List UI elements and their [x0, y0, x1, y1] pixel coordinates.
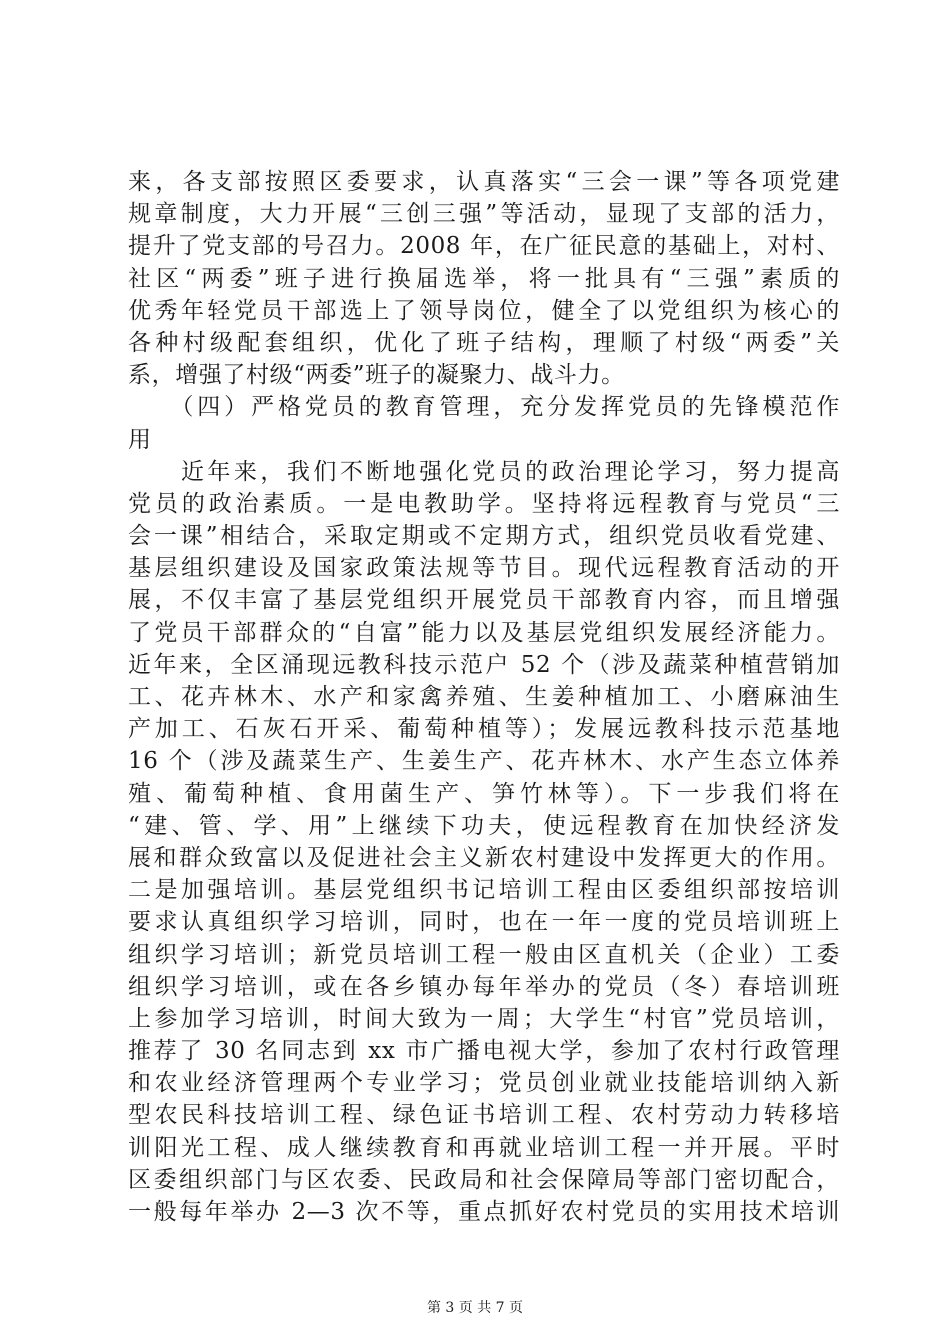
text-line: 和农业经济管理两个专业学习；党员创业就业技能培训纳入新 — [128, 1070, 840, 1097]
text-line: 区委组织部门与区农委、民政局和社会保障局等部门密切配合， — [128, 1166, 840, 1193]
text-line: 训阳光工程、成人继续教育和再就业培训工程一并开展。平时 — [128, 1134, 840, 1161]
text-line: 组织学习培训，或在各乡镇办每年举办的党员（冬）春培训班 — [128, 973, 840, 1000]
text-line: 基层组织建设及国家政策法规等节目。现代远程教育活动的开 — [128, 555, 840, 582]
text-line: 上参加学习培训，时间大致为一周；大学生“村官”党员培训， — [128, 1005, 840, 1032]
text-line: “建、管、学、用”上继续下功夫，使远程教育在加快经济发 — [128, 812, 840, 839]
text-line: 党员的政治素质。一是电教助学。坚持将远程教育与党员“三 — [128, 490, 840, 517]
text-line: 型农民科技培训工程、绿色证书培训工程、农村劳动力转移培 — [128, 1102, 840, 1129]
text-line: 殖、葡萄种植、食用菌生产、笋竹林等）。下一步我们将在 — [128, 780, 840, 807]
text-line: 近年来，我们不断地强化党员的政治理论学习，努力提高 — [128, 458, 840, 485]
text-line: 推荐了 30 名同志到 xx 市广播电视大学，参加了农村行政管理 — [128, 1038, 840, 1065]
text-line: 展和群众致富以及促进社会主义新农村建设中发挥更大的作用。 — [128, 844, 840, 871]
text-line: 16 个（涉及蔬菜生产、生姜生产、花卉林木、水产生态立体养 — [128, 748, 840, 775]
text-line: 要求认真组织学习培训，同时，也在一年一度的党员培训班上 — [128, 909, 840, 936]
text-line: 来，各支部按照区委要求，认真落实“三会一课”等各项党建 — [128, 169, 840, 195]
document-body — [128, 166, 840, 1228]
text-line: 组织学习培训；新党员培训工程一般由区直机关（企业）工委 — [128, 941, 840, 968]
text-line: 近年来，全区涌现远教科技示范户 52 个（涉及蔬菜种植营销加 — [128, 651, 840, 678]
text-line: 一般每年举办 2—3 次不等，重点抓好农村党员的实用技术培训 — [128, 1199, 840, 1225]
text-line: 展，不仅丰富了基层党组织开展党员干部教育内容，而且增强 — [128, 587, 840, 614]
text-line: 了党员干部群众的“自富”能力以及基层党组织发展经济能力。 — [128, 619, 840, 646]
text-line: 规章制度，大力开展“三创三强”等活动，显现了支部的活力， — [128, 201, 840, 228]
text-line: 优秀年轻党员干部选上了领导岗位，健全了以党组织为核心的 — [128, 297, 840, 324]
text-line: 系，增强了村级“两委”班子的凝聚力、战斗力。 — [128, 362, 625, 389]
page-number: 第 3 页 共 7 页 — [426, 1300, 524, 1316]
text-line: 会一课”相结合，采取定期或不定期方式，组织党员收看党建、 — [128, 523, 840, 550]
text-line: 二是加强培训。基层党组织书记培训工程由区委组织部按培训 — [128, 877, 840, 904]
section-heading-line: （四）严格党员的教育管理，充分发挥党员的先锋模范作 — [128, 394, 840, 421]
text-line: 产加工、石灰石开采、葡萄种植等）；发展远教科技示范基地 — [128, 716, 840, 743]
section-heading-line: 用 — [128, 426, 152, 453]
text-line: 工、花卉林木、水产和家禽养殖、生姜种植加工、小磨麻油生 — [128, 684, 840, 710]
page-footer — [0, 1298, 950, 1318]
text-line: 提升了党支部的号召力。2008 年，在广征民意的基础上，对村、 — [128, 233, 840, 260]
text-line: 社区“两委”班子进行换届选举，将一批具有“三强”素质的 — [128, 265, 840, 292]
text-line: 各种村级配套组织，优化了班子结构，理顺了村级“两委”关 — [128, 329, 840, 356]
